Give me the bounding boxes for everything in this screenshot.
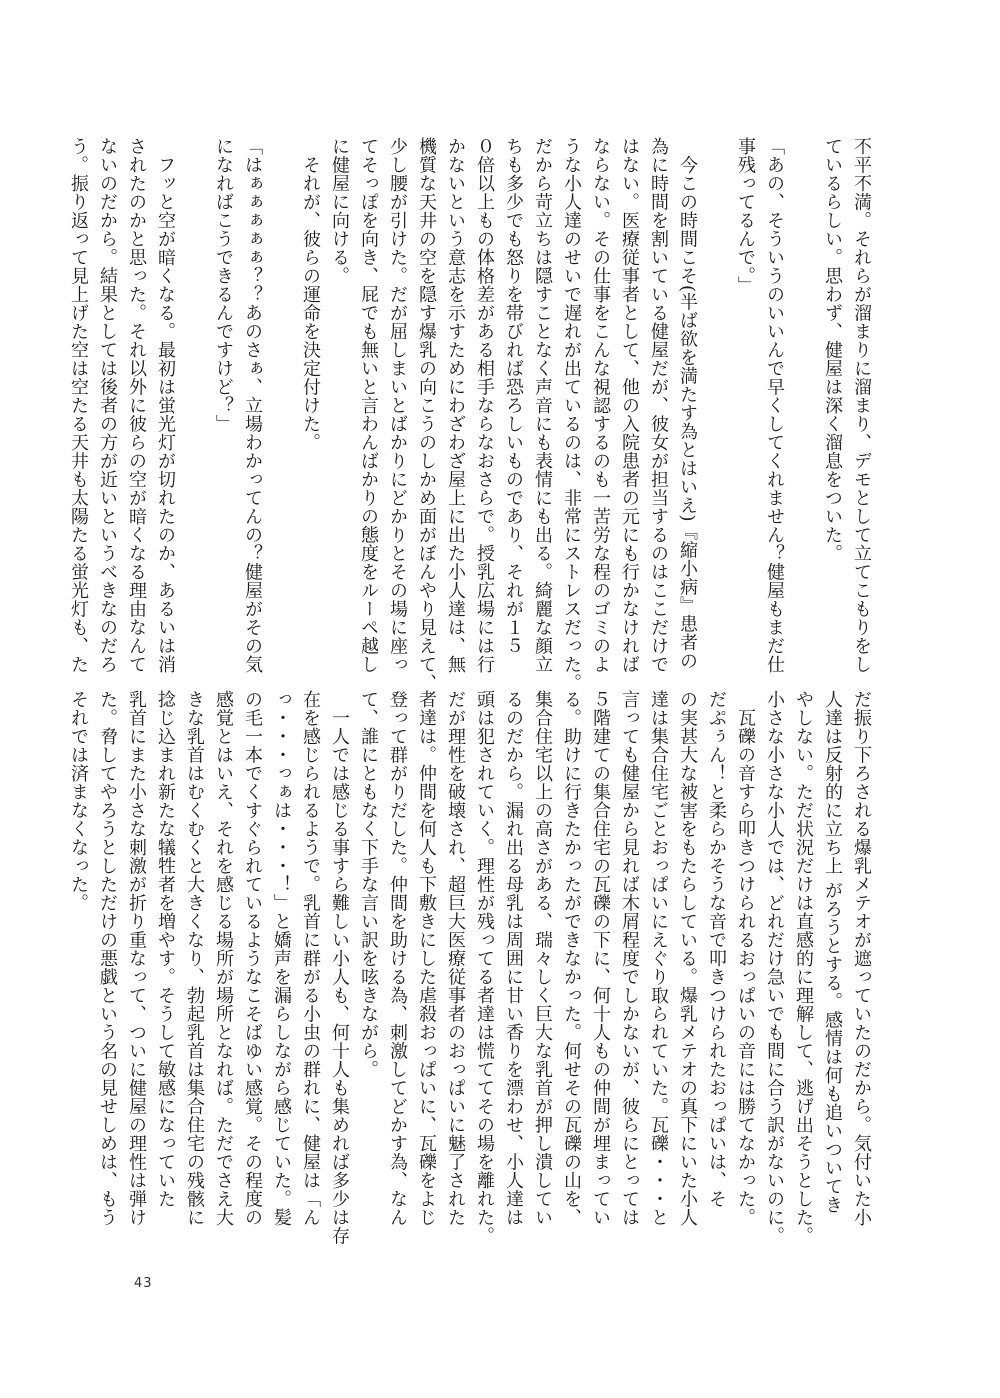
page-number: 43	[134, 1276, 153, 1291]
text-block-lower: だ振り下ろされる爆乳メテオが遮っていたのだから。気付いた小 人達は反射的に立ち上 がろうとする。感情は何も追いついてき やしない。ただ状況だけは直感的に理解して、逃げ出そうとした。 小さな小さな小人では、どれだけ急いでも間に合う訳がないのに。 瓦礫の音すら叩きつけられるおっぱいの音には勝てなかった。 だぷぅん！と柔らかそうな音で叩きつけられたおっぱいは、そ の実甚大な被害をもたらしている。爆乳メテオの真下にいた小人 達は集合住宅ごとおっぱいにえぐり取られていた。瓦礫・・・と 言っても健屋から見れば木屑程度でしかないが、彼らにとっては ５階建ての集合住宅の瓦礫の下に、何十人もの仲間が埋まってい る。助けに行きたかったができなかった。何せその瓦礫の山を、 集合住宅以上の高さがある、瑞々しく巨大な乳首が押し潰してい るのだから。漏れ出る母乳は周囲に甘い香りを漂わせ、小人達は 頭は犯されていく。理性が残ってる者達は慌ててその場を離れた。 だが理性を破壊され、超巨大医療従事者のおっぱいに魅了された 者達は。仲間を何人も下敷きにした虐殺おっぱいに、瓦礫をよじ 登って群がりだした。仲間を助ける為、刺激してどかす為、なん て、誰にともなく下手な言い訳を呟きながら。 一人では感じる事すら難しい小人も、何十人も集めれば多少は存 在を感じられるようで。乳首に群がる小虫の群れに、健屋は「ん っ・・・っぁは・・・！」と嬌声を漏らしながら感じていた。髪 の毛一本でくすぐられているようなこそばゆい感覚。その程度の 感覚とはいえ、それを感じる場所が場所となれば。ただでさえ大 きな乳首はむくむくと大きくなり、勃起乳首は集合住宅の残骸に 捻じ込まれ新たな犠牲者を増やす。そうして敏感になっていた 乳首にまた小さな刺激が折り重なって、ついに健屋の理性は弾け た。脅してやろうとしただけの悪戯という名の見せしめは、もう それでは済まなくなった。	[68, 690, 872, 1245]
text-block-upper: 不平不満。それらが溜まりに溜まり、デモとして立てこもりをし ているらしい。思わず、健屋は深く溜息をついた。 「あの、そういうのいいんで早くしてくれません？健屋もまだ仕 事残ってるんで。」 今この時間こそ(半ば欲を満たす為とはいえ)『縮小病』患者の 為に時間を割いている健屋だが、彼女が担当するのはここだけで はない。医療従事者として、他の入院患者の元にも行かなければ ならない。その仕事をこんな視認するのも一苦労な程のゴミのよ うな小人達のせいで遅れが出ているのは、非常にストレスだった。 だから苛立ちは隠すことなく声音にも表情にも出る。綺麗な顔立 ちも多少でも怒りを帯びれば恐ろしいものであり、それが１５ ０倍以上もの体格差がある相手ならなおさらで。授乳広場には行 かないという意志を示すためにわざわざ屋上に出た小人達は、無 機質な天井の空を隠す爆乳の向こうのしかめ面がぼんやり見えて、 少し腰が引けた。だが屈しまいとばかりにどかりとその場に座っ てそっぽを向き、屁でも無いと言わんばかりの態度をルーペ越し に健屋に向ける。 それが、彼らの運命を決定付けた。 「はぁぁぁぁぁ？？あのさぁ、立場わかってんの？健屋がその気 になればこうできるんですけど？」 フッと空が暗くなる。最初は蛍光灯が切れたのか、あるいは消 されたのかと思った。それ以外に彼らの空が暗くなる理由なんて ないのだから。結果としては後者の方が近いというべきなのだろ う。振り返って見上げた空は空たる天井も太陽たる蛍光灯も、た	[68, 137, 872, 692]
